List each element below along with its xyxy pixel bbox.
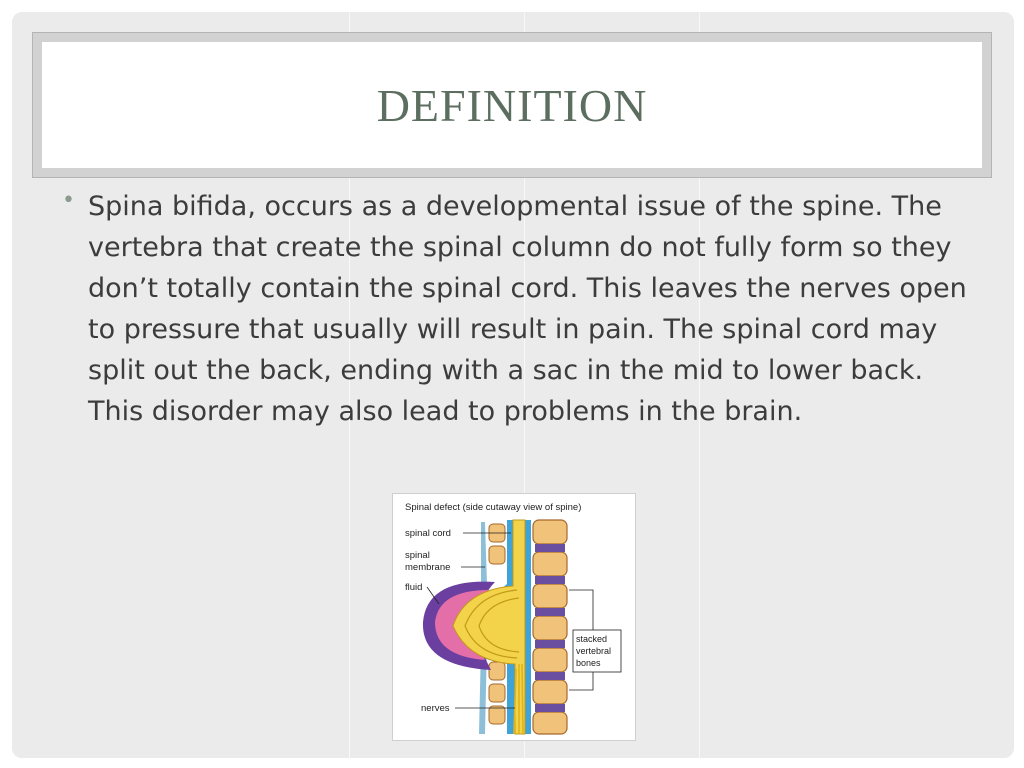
slide-content <box>60 186 970 432</box>
slide-title: DEFINITION <box>376 79 648 131</box>
bullet-icon: • <box>62 188 75 213</box>
bullet-text: Spina bifida, occurs as a developmental issue of the spine. The vertebra that create the spinal column do not fully form so they don’t totally contain the spinal cord. This leaves the nerves open to pressure that usually will result in pain. The spinal cord may split out the back, ending with a sac in the mid to lower back. This disorder may also lead to problems in the brain. <box>88 191 967 427</box>
label-stacked-1: stacked <box>576 634 608 644</box>
label-stacked-2: vertebral <box>576 646 612 656</box>
figure-caption: Spinal defect (side cutaway view of spine) <box>405 502 582 513</box>
title-box <box>42 42 982 168</box>
label-spinal-membrane-2: membrane <box>405 562 451 573</box>
vertebral-bones <box>533 520 567 734</box>
bullet-item <box>60 186 970 432</box>
label-nerves: nerves <box>421 703 450 714</box>
label-spinal-cord: spinal cord <box>405 528 451 539</box>
spine-illustration <box>393 494 635 740</box>
title-frame <box>32 32 992 178</box>
label-stacked-3: bones <box>576 658 601 668</box>
label-fluid: fluid <box>405 582 423 593</box>
label-spinal-membrane-1: spinal <box>405 550 430 561</box>
spine-diagram <box>392 493 636 741</box>
